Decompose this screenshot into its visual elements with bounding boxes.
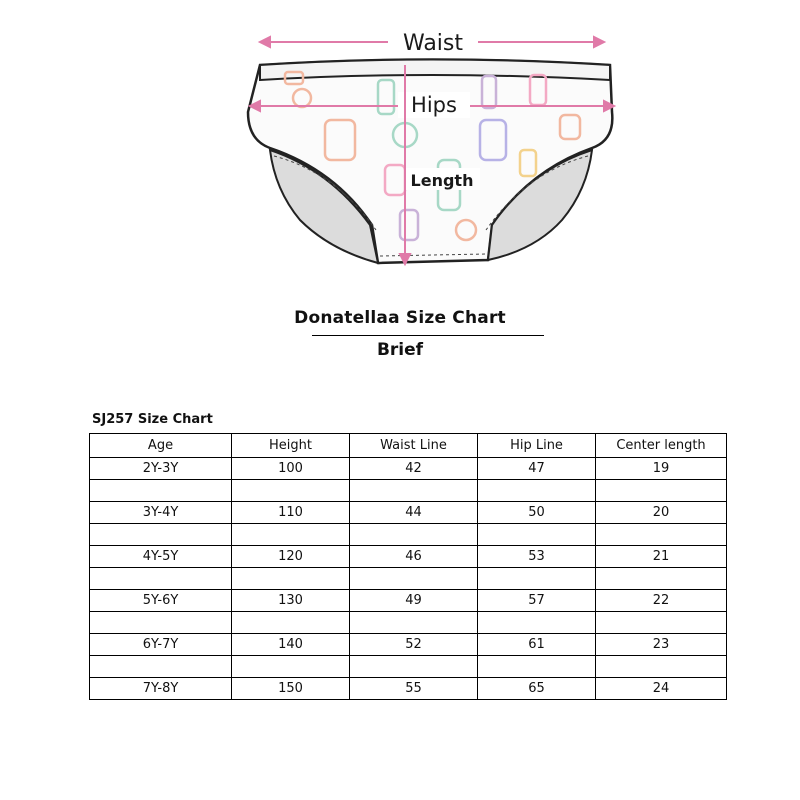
age-cell [90,480,232,502]
center-length-cell [596,480,727,502]
waist-cell: 44 [350,502,478,524]
table-row [90,546,727,568]
age-cell: 7Y-8Y [90,678,232,700]
hip-cell [478,524,596,546]
waist-cell [350,656,478,678]
height-cell [232,568,350,590]
table-row [90,656,727,678]
center-length-cell: 21 [596,546,727,568]
header-center-length: Center length [596,434,727,458]
waist-cell [350,612,478,634]
table-row [90,568,727,590]
table-row [90,524,727,546]
table-body [90,458,727,700]
height-cell: 110 [232,502,350,524]
length-label: Length [410,171,474,190]
center-length-cell [596,612,727,634]
waist-cell: 55 [350,678,478,700]
hip-cell [478,656,596,678]
age-cell: 2Y-3Y [90,458,232,480]
waist-cell: 46 [350,546,478,568]
center-length-cell [596,524,727,546]
table-row [90,634,727,656]
age-cell: 3Y-4Y [90,502,232,524]
center-length-cell: 20 [596,502,727,524]
center-length-cell: 23 [596,634,727,656]
age-cell [90,568,232,590]
height-cell: 130 [232,590,350,612]
height-cell: 120 [232,546,350,568]
height-cell [232,612,350,634]
table-row [90,502,727,524]
hip-cell [478,612,596,634]
hip-cell [478,480,596,502]
height-cell: 140 [232,634,350,656]
header-hip-line: Hip Line [478,434,596,458]
waist-cell [350,480,478,502]
hip-cell: 50 [478,502,596,524]
age-cell: 5Y-6Y [90,590,232,612]
waist-cell: 42 [350,458,478,480]
table-caption: SJ257 Size Chart [92,412,213,427]
size-table [89,433,727,700]
hip-cell: 65 [478,678,596,700]
center-length-cell: 19 [596,458,727,480]
hip-cell: 47 [478,458,596,480]
age-cell [90,612,232,634]
title-block [0,308,800,331]
age-cell: 6Y-7Y [90,634,232,656]
age-cell [90,524,232,546]
table-row [90,678,727,700]
page-title: Donatellaa Size Chart [294,308,506,328]
center-length-cell: 22 [596,590,727,612]
age-cell: 4Y-5Y [90,546,232,568]
hip-cell: 61 [478,634,596,656]
table-row [90,612,727,634]
hip-cell: 57 [478,590,596,612]
table-row [90,590,727,612]
hips-label: Hips [411,93,457,117]
table-row [90,480,727,502]
hip-cell: 53 [478,546,596,568]
header-height: Height [232,434,350,458]
waist-cell [350,524,478,546]
page-subtitle: Brief [376,340,424,360]
waist-cell [350,568,478,590]
brief-diagram [230,20,630,280]
table-row [90,458,727,480]
height-cell [232,656,350,678]
center-length-cell [596,568,727,590]
age-cell [90,656,232,678]
header-age: Age [90,434,232,458]
waist-cell: 49 [350,590,478,612]
height-cell [232,480,350,502]
waist-label: Waist [402,31,464,56]
table-header-row [90,434,727,458]
height-cell: 150 [232,678,350,700]
center-length-cell: 24 [596,678,727,700]
height-cell: 100 [232,458,350,480]
title-divider [312,335,544,336]
hip-cell [478,568,596,590]
height-cell [232,524,350,546]
center-length-cell [596,656,727,678]
waist-cell: 52 [350,634,478,656]
header-waist-line: Waist Line [350,434,478,458]
brief-illustration [230,20,630,280]
